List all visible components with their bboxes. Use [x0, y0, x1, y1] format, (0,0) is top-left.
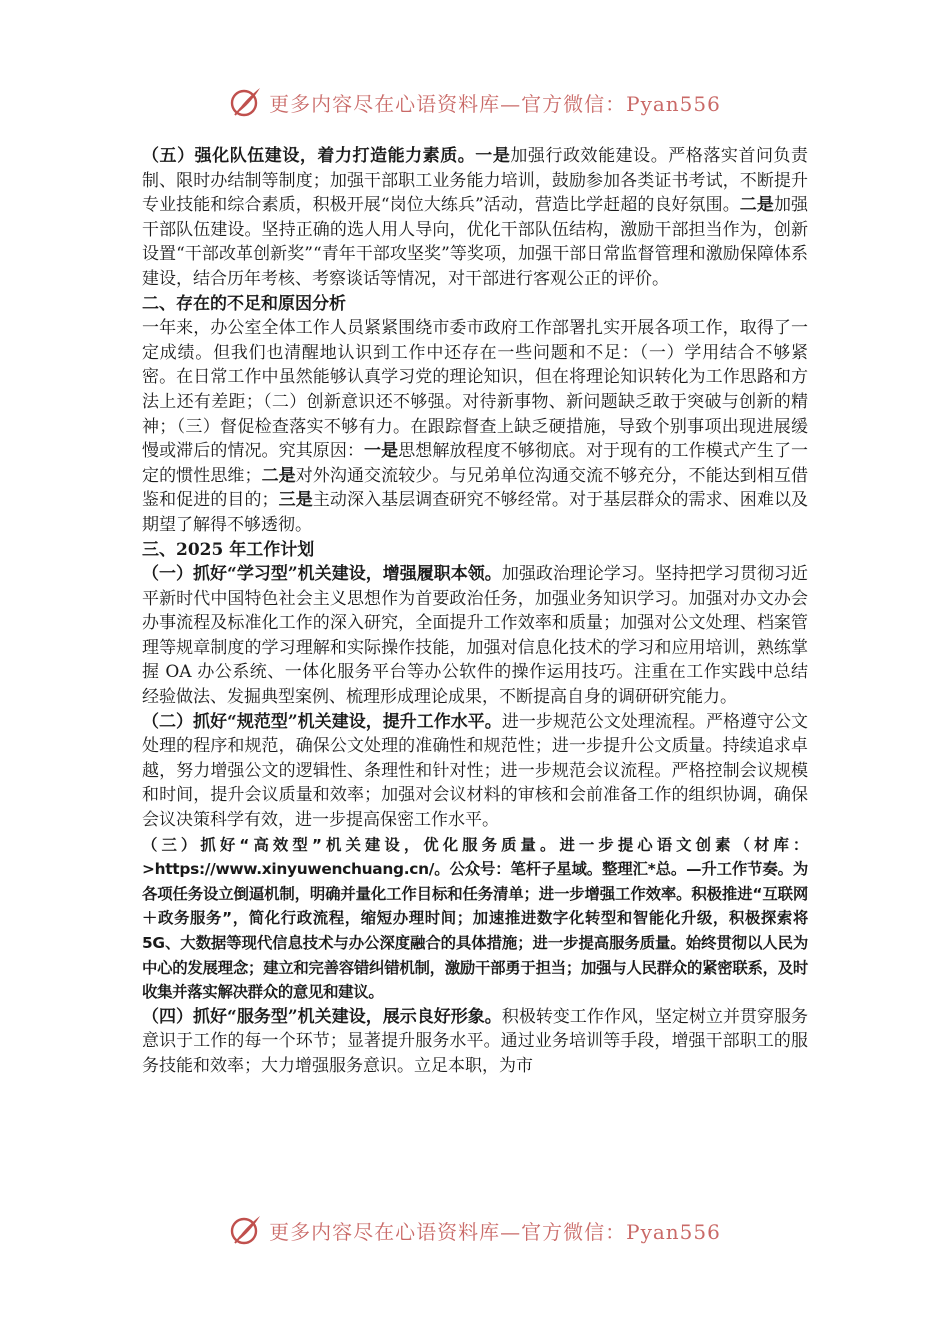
paragraph	[142, 316, 808, 537]
document-body	[142, 144, 808, 1079]
text-run: 思想解放程度不够彻底。对于现有的工作模式产生了一定的惯性思维；	[142, 441, 809, 486]
bold-run: 三是	[278, 490, 313, 511]
feather-pen-logo-icon	[229, 1213, 263, 1247]
watermark-header	[0, 82, 950, 122]
paragraph	[142, 562, 808, 710]
text-run: 加强干部队伍建设。坚持正确的选人用人导向，优化干部队伍结构，激励干部担当作为，创新设置“干部改革创新奖”“青年干部攻坚奖”等奖项，加强干部日常监督管理和激励保障体系建设，结合历年考核、考察谈话等情况，对干部进行客观公正的评价。	[142, 195, 809, 289]
text-run: 一年来，办公室全体工作人员紧紧围绕市委市政府工作部署扎实开展各项工作，取得了一定成绩。但我们也清醒地认识到工作中还存在一些问题和不足：（一）学用结合不够紧密。在日常工作中虽然能够认真学习党的理论知识，但在将理论知识转化为工作思路和方法上还有差距；（二）创新意识还不够强。对待新事物、新问题缺乏敢于突破与创新的精神；（三）督促检查落实不够有力。在跟踪督查上缺乏硬措施，导致个别事项出现进展缓慢或滞后的情况。究其原因：	[142, 318, 808, 462]
text-run: 加强政治理论学习。坚持把学习贯彻习近平新时代中国特色社会主义思想作为首要政治任务，加强业务知识学习。加强对办文办会办事流程及标准化工作的深入研究，全面提升工作效率和质量；加强对公文处理、档案管理等规章制度的学习理解和实际操作技能，加强对信息化技术的学习和应用培训，熟练掌握 OA 办公系统、一体化服务平台等办公软件的操作运用技巧。注重在工作实践中总结经验做法、发掘典型案例、梳理形成理论成果，不断提高自身的调研研究能力。	[142, 564, 809, 708]
bold-run: （一）抓好“学习型”机关建设，增强履职本领。	[142, 564, 502, 585]
paragraph	[142, 292, 808, 317]
text-run: 对外沟通交流较少。与兄弟单位沟通交流不够充分，不能达到相互借鉴和促进的目的；	[142, 465, 809, 511]
bold-run: 二、存在的不足和原因分析	[142, 293, 346, 314]
bold-run: 二是	[261, 465, 296, 486]
paragraph-alt-font	[142, 833, 808, 1005]
paragraph	[142, 710, 808, 833]
text-run: 加强行政效能建设。严格落实首问负责制、限时办结制等制度；加强干部职工业务能力培训，鼓励参加各类证书考试，不断提升专业技能和综合素质，积极开展“岗位大练兵”活动，营造比学赶超的良好氛围。	[142, 146, 809, 216]
text-run: （三）抓好“高效型”机关建设，优化服务质量。进一步提心语文创素（材库：>https://www.xinyuwenchuang.cn/。公众号：笔杆子星域。整理汇*总。—升工作节奏。为各项任务设立倒逼机制，明确并量化工作目标和任务清单；进一步增强工作效率。积极推进“互联网＋政务服务”，简化行政流程，缩短办理时间；加速推进数字化转型和智能化升级，积极探索将 5G、大数据等现代信息技术与办公深度融合的具体措施；进一步提高服务质量。始终贯彻以人民为中心的发展理念；建立和完善容错纠错机制，激励干部勇于担当；加强与人民群众的紧密联系，及时收集并落实解决群众的意见和建议。	[142, 835, 808, 1002]
bold-run: 一是	[475, 146, 511, 166]
bold-run: 三、2025 年工作计划	[142, 539, 315, 560]
watermark-footer	[0, 1210, 950, 1250]
text-run: 主动深入基层调查研究不够经常。对于基层群众的需求、困难以及期望了解得不够透彻。	[142, 490, 809, 535]
watermark-text: 更多内容尽在心语资料库—官方微信：Pyan556	[269, 91, 721, 116]
paragraph	[142, 538, 808, 563]
paragraph	[142, 144, 808, 292]
feather-pen-logo-icon	[229, 85, 263, 119]
text-run: 积极转变工作作风，坚定树立并贯穿服务意识于工作的每一个环节；显著提升服务水平。通过业务培训等手段，增强干部职工的服务技能和效率；大力增强服务意识。立足本职，为市	[142, 1006, 809, 1076]
bold-run: 一是	[364, 441, 399, 462]
bold-run: 二是	[739, 195, 774, 216]
bold-run: （四）抓好“服务型”机关建设，展示良好形象。	[142, 1006, 502, 1027]
paragraph	[142, 1005, 808, 1079]
bold-run: （五）强化队伍建设，着力打造能力素质。	[142, 146, 476, 166]
bold-run: （二）抓好“规范型”机关建设，提升工作水平。	[142, 711, 502, 732]
text-run: 进一步规范公文处理流程。严格遵守公文处理的程序和规范，确保公文处理的准确性和规范性；进一步提升公文质量。持续追求卓越，努力增强公文的逻辑性、条理性和针对性；进一步规范会议流程。严格控制会议规模和时间，提升会议质量和效率；加强对会议材料的审核和会前准备工作的组织协调，确保会议决策科学有效，进一步提高保密工作水平。	[142, 711, 809, 831]
watermark-text: 更多内容尽在心语资料库—官方微信：Pyan556	[269, 1219, 721, 1244]
